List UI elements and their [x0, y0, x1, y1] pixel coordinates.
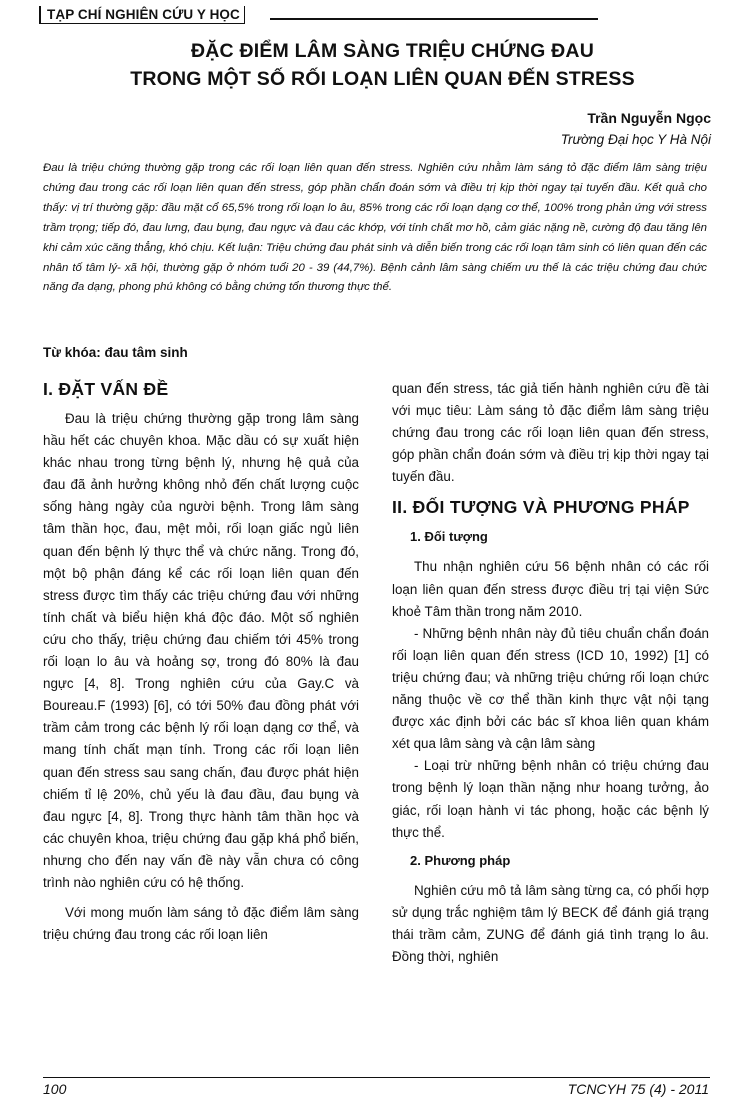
section-heading-methods: II. ĐỐI TƯỢNG VÀ PHƯƠNG PHÁP	[392, 497, 690, 518]
paragraph: Đau là triệu chứng thường gặp trong lâm sàng hầu hết các chuyên khoa. Mặc dầu có sự xuất hiện khác nhau trong từng bệnh lý, nhưng hệ quả của đau đã ảnh hưởng không nhỏ đến chất lượng cuộc sống hàng ngày của người bệnh. Trong lâm sàng tâm thần học, đau, mệt mỏi, rối loạn giấc ngủ liên quan đến bệnh lý thực thể và chức năng. Trong đó, một bộ phận đáng kể các rối loạn liên quan đến stress được tìm thấy các triệu chứng đau với những tính chất và biểu hiện khá độc đáo. Một số nghiên cứu cho thấy, triệu chứng đau chiếm tới 45% trong rối loạn lo âu và hoảng sợ, trong đó 80% là đau ngực [4, 8]. Trong nghiên cứu của Gay.C và Boureau.F (1993) [6], có tới 50% đau đồng phát với trầm cảm trong các bệnh lý rối loạn dạng cơ thể, và mang tính chất mạn tính. Trong các rối loạn liên quan đến stress sau sang chấn, đau được phát hiện chiếm tỉ lệ 20%, chủ yếu là đau đầu, đau bụng và đau ngực [4, 8]. Trong thực hành tâm thần học và các chuyên khoa, triệu chứng đau gặp khá phổ biến, nhưng cho đến nay vấn đề này vẫn chưa có công trình nào nghiên cứu có hệ thống.	[43, 411, 359, 890]
author-affiliation: Trường Đại học Y Hà Nội	[560, 132, 711, 147]
footer-rule	[43, 1077, 710, 1078]
subsection-heading-subjects: 1. Đối tượng	[410, 529, 488, 545]
paragraph: Với mong muốn làm sáng tỏ đặc điểm lâm sàng triệu chứng đau trong các rối loạn liên	[43, 905, 359, 943]
journal-name: TẠP CHÍ NGHIÊN CỨU Y HỌC	[39, 6, 245, 24]
abstract: Đau là triệu chứng thường gặp trong các rối loạn liên quan đến stress. Nghiên cứu nhằm làm sáng tỏ đặc điểm lâm sàng triệu chứng đau trong các rối loạn liên quan đến stress, góp phần chẩn đoán sớm và điều trị kịp thời ngay tại tuyến đầu. Kết quả cho thấy: vị trí thường gặp: đầu mặt cổ 65,5% trong rối loạn lo âu, 85% trong các rối loạn dạng cơ thể, 100% trong phản ứng với stress trầm trọng; tiếp đó, đau lưng, đau bụng, đau ngực và đau các khớp, với tính chất mơ hồ, cảm giác nặng nề, cường độ đau tăng lên khi cảm xúc căng thẳng, khó chịu. Kết luận: Triệu chứng đau phát sinh và diễn biến trong các rối loạn tâm sinh có liên quan đến các nhân tố tâm lý- xã hội, thường gặp ở nhóm tuổi 20 - 39 (44,7%). Bệnh cảnh lâm sàng chiếm ưu thế là các triệu chứng đau chức năng đa dạng, phong phú không có bằng chứng tổn thương thực thể.	[43, 162, 707, 294]
paragraph: Thu nhận nghiên cứu 56 bệnh nhân có các rối loạn liên quan đến stress được điều trị tại viện Sức khoẻ Tâm thần trong năm 2010.	[392, 559, 709, 619]
left-column	[43, 378, 359, 946]
keywords: Từ khóa: đau tâm sinh	[43, 345, 188, 360]
paragraph: quan đến stress, tác giả tiến hành nghiên cứu đề tài với mục tiêu: Làm sáng tỏ đặc điểm lâm sàng triệu chứng đau trong các rối loạn liên quan đến stress, góp phần chẩn đoán sớm và điều trị kịp thời ngay tại tuyến đầu.	[392, 381, 709, 485]
paragraph: Nghiên cứu mô tả lâm sàng từng ca, có phối hợp sử dụng trắc nghiệm tâm lý BECK để đánh giá trạng thái trầm cảm, ZUNG để đánh giá tình trạng lo âu. Đồng thời, nghiên	[392, 882, 709, 964]
paragraph: - Loại trừ những bệnh nhân có triệu chứng đau trong bệnh lý loạn thần nặng như hoang tưởng, ảo giác, rối loạn hành vi tác phong, hoặc các bệnh lý thực thể.	[392, 758, 709, 840]
right-column	[392, 378, 709, 968]
subsection-heading-method: 2. Phương pháp	[410, 852, 511, 868]
journal-citation: TCNCYH 75 (4) - 2011	[567, 1081, 709, 1097]
article-title-line-1: ĐẶC ĐIỂM LÂM SÀNG TRIỆU CHỨNG ĐAU	[190, 40, 595, 62]
author-name: Trần Nguyễn Ngọc	[587, 110, 711, 126]
header-rule	[270, 18, 598, 20]
section-heading-introduction: I. ĐẶT VẤN ĐỀ	[43, 379, 169, 399]
article-title-line-2: TRONG MỘT SỐ RỐI LOẠN LIÊN QUAN ĐẾN STRESS	[130, 68, 635, 90]
paragraph: - Những bệnh nhân này đủ tiêu chuẩn chẩn đoán rối loạn liên quan đến stress (ICD 10, 1992) [1] có triệu chứng đau; và những triệu chứng rối loạn chức năng thuộc về cơ thể thần kinh thực vật nội tạng được xác định bởi các bác sĩ khoa liên quan khám xét qua lâm sàng và cận lâm sàng	[392, 625, 709, 752]
page-number: 100	[43, 1081, 67, 1097]
